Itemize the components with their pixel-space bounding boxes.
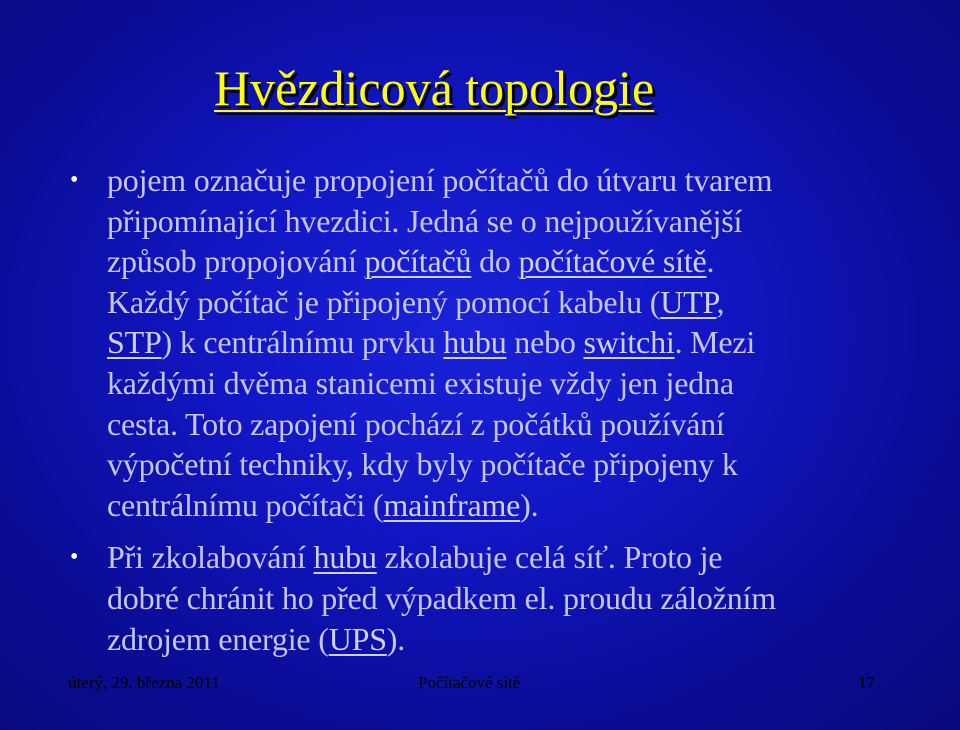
bullet-line (107, 322, 920, 363)
text-segment: Při zkolabování (107, 539, 314, 576)
bullet-item (0, 537, 960, 659)
link-hubu[interactable]: hubu (313, 539, 377, 576)
page-number: 17 (858, 673, 875, 692)
link-pocitacove-site[interactable]: počítačové sítě (518, 243, 707, 280)
bullet-line (107, 282, 920, 323)
text-segment: nebo (506, 324, 584, 361)
bullet-line: každými dvěma stanicemi existuje vždy jen jedna (107, 364, 734, 401)
text-segment: zdrojem energie ( (107, 620, 329, 657)
slide-title: Hvězdicová topologie (214, 60, 655, 116)
bullet-line: cesta. Toto zapojení pochází z počátků používání (107, 405, 725, 442)
footer-date: úterý, 29. března 2011 (68, 673, 220, 692)
link-pocitacu[interactable]: počítačů (364, 243, 472, 280)
text-segment: zkolabuje celá síť. Proto je (376, 539, 723, 576)
bullet-line (107, 619, 920, 660)
link-hubu[interactable]: hubu (443, 324, 507, 361)
text-segment: , (716, 283, 725, 320)
link-utp[interactable]: UTP (660, 283, 717, 320)
footer-title: Počítačové sítě (418, 673, 521, 692)
bullet-line (107, 485, 920, 526)
link-stp[interactable]: STP (107, 324, 162, 361)
bullet-line (107, 537, 920, 578)
bullet-icon: • (70, 544, 79, 571)
slide-content (0, 160, 960, 659)
link-mainframe[interactable]: mainframe (383, 486, 521, 523)
bullet-line: dobré chránit ho před výpadkem el. proudu záložním (107, 579, 776, 616)
text-segment: . (706, 243, 715, 280)
bullet-line: výpočetní techniky, kdy byly počítače připojeny k (107, 446, 738, 483)
text-segment: ). (520, 486, 539, 523)
link-ups[interactable]: UPS (328, 620, 387, 657)
text-segment: centrálnímu počítači ( (107, 486, 384, 523)
slide-footer (0, 671, 960, 695)
bullet-line: připomínající hvezdici. Jedná se o nejpoužívanější (107, 202, 743, 239)
link-switchi[interactable]: switchi (583, 324, 675, 361)
bullet-line (107, 241, 920, 282)
text-segment: do (471, 243, 519, 280)
text-segment: ). (386, 620, 406, 657)
bullet-line: pojem označuje propojení počítačů do útvaru tvarem (107, 162, 773, 198)
text-segment: . Mezi (674, 324, 756, 361)
text-segment: ) k centrálnímu prvku (161, 324, 444, 361)
text-segment: způsob propojování (107, 243, 365, 280)
text-segment: Každý počítač je připojený pomocí kabelu ( (107, 283, 661, 320)
bullet-icon: • (70, 167, 79, 193)
bullet-item (0, 160, 960, 525)
